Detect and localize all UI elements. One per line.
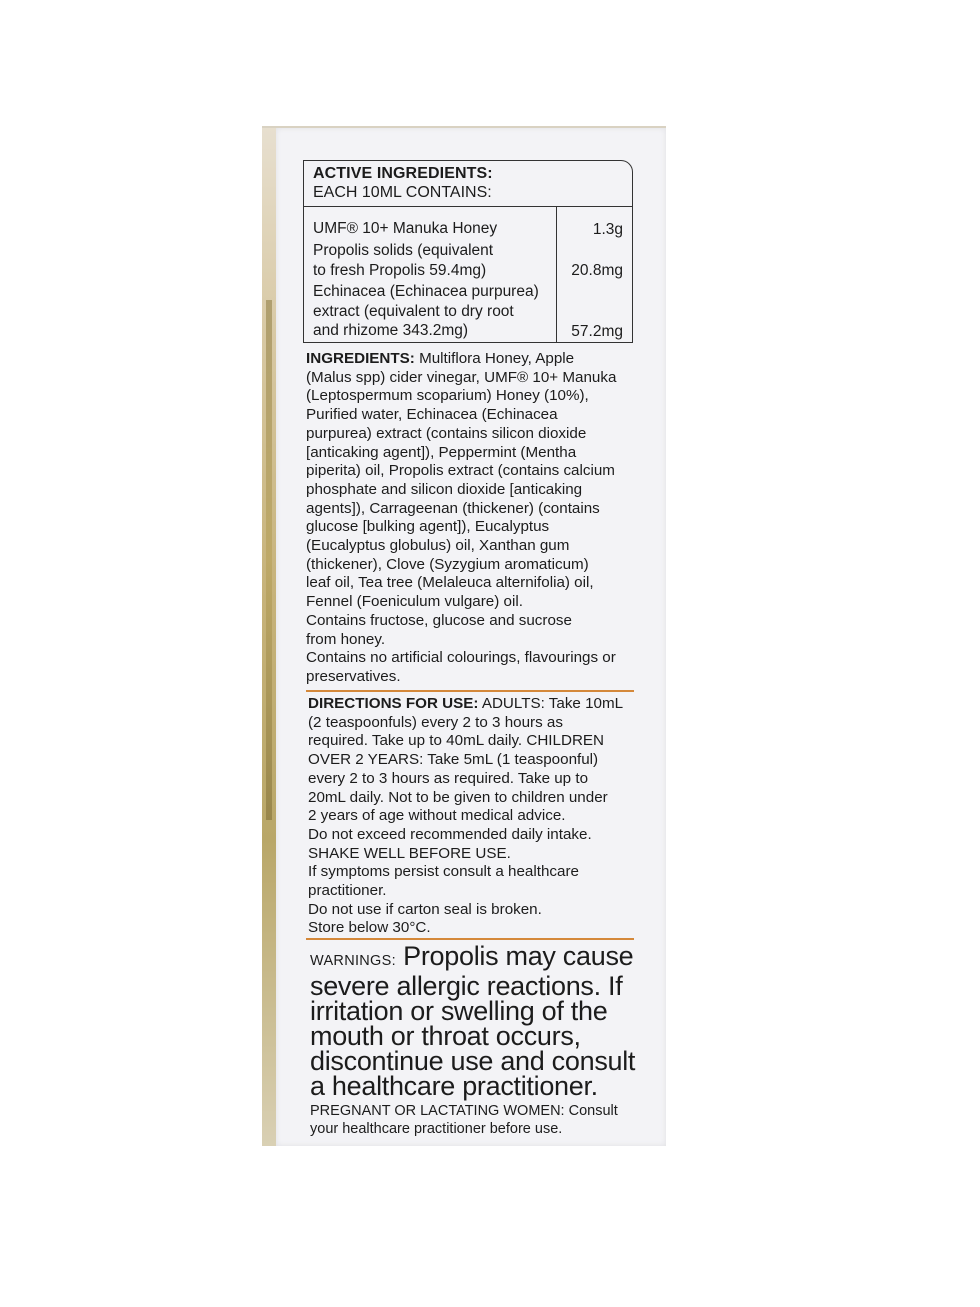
ingredients-line: Fennel (Foeniculum vulgare) oil.: [306, 593, 523, 611]
ingredients-line: agents]), Carrageenan (thickener) (contains: [306, 499, 600, 517]
directions-line: If symptoms persist consult a healthcare: [308, 863, 579, 881]
warning-line: mouth or throat occurs,: [310, 1021, 581, 1051]
directions-line: (2 teaspoonfuls) every 2 to 3 hours as: [308, 713, 563, 731]
ingredients-line: Contains fructose, glucose and sucrose: [306, 611, 572, 629]
warning-line: irritation or swelling of the: [310, 996, 608, 1026]
directions-line: Do not exceed recommended daily intake.: [308, 825, 592, 843]
warning-line: discontinue use and consult: [310, 1046, 636, 1076]
active-row-amount: 57.2mg: [571, 323, 623, 340]
directions-line: 20mL daily. Not to be given to children under: [308, 788, 608, 806]
active-ingredients-header: [304, 161, 632, 207]
directions-line: required. Take up to 40mL daily. CHILDREN: [308, 732, 605, 750]
directions-line: Store below 30°C.: [308, 919, 431, 937]
active-ingredients-table: [303, 160, 633, 343]
active-row-name: Echinacea (Echinacea purpurea) extract (equivalent to dry root and rhizome 343.2mg): [313, 283, 539, 339]
pregnancy-warning-line: PREGNANT OR LACTATING WOMEN: Consult: [310, 1103, 618, 1119]
ingredients-line: (Malus spp) cider vinegar, UMF® 10+ Manuka: [306, 368, 617, 386]
ingredients-line: piperita) oil, Propolis extract (contains calcium: [306, 462, 615, 480]
ingredients-line: from honey.: [306, 630, 386, 648]
warnings-block: [310, 941, 640, 1138]
ingredients-line: (Leptospermum scoparium) Honey (10%),: [306, 387, 589, 405]
ingredients-label: INGREDIENTS:: [306, 350, 415, 367]
directions-line: Do not use if carton seal is broken.: [308, 900, 542, 918]
directions-line: practitioner.: [308, 882, 387, 900]
directions-line: OVER 2 YEARS: Take 5mL (1 teaspoonful): [308, 751, 599, 769]
ingredients-line: (thickener), Clove (Syzygium aromaticum): [306, 555, 589, 573]
pregnancy-warning-line: your healthcare practitioner before use.: [310, 1121, 563, 1137]
carton-side-graphic: [266, 300, 272, 820]
ingredients-block: [306, 350, 636, 687]
directions-line: ADULTS: Take 10mL: [478, 695, 624, 712]
warning-line: Propolis may cause: [395, 941, 634, 971]
warnings-label: WARNINGS:: [310, 953, 396, 969]
directions-label: DIRECTIONS FOR USE:: [308, 695, 479, 712]
section-divider: [306, 938, 634, 940]
table-column-divider: [556, 207, 557, 343]
section-divider: [306, 690, 634, 692]
ingredients-line: purpurea) extract (contains silicon dioxide: [306, 424, 587, 442]
ingredients-line: leaf oil, Tea tree (Melaleuca alternifolia) oil,: [306, 574, 594, 592]
ingredients-line: Contains no artificial colourings, flavourings or: [306, 649, 616, 667]
active-row-name: UMF® 10+ Manuka Honey: [313, 220, 498, 237]
ingredients-line: [anticaking agent]), Peppermint (Mentha: [306, 443, 577, 461]
directions-line: every 2 to 3 hours as required. Take up to: [308, 769, 589, 787]
active-row-name: Propolis solids (equivalent to fresh Propolis 59.4mg): [313, 242, 494, 279]
ingredients-line: glucose [bulking agent]), Eucalyptus: [306, 518, 550, 536]
warning-line: severe allergic reactions. If: [310, 971, 623, 1001]
warning-line: a healthcare practitioner.: [310, 1071, 598, 1101]
active-ingredients-title: ACTIVE INGREDIENTS:: [313, 165, 493, 182]
directions-line: SHAKE WELL BEFORE USE.: [308, 844, 511, 862]
active-row-amount: 20.8mg: [571, 262, 623, 279]
directions-block: [308, 695, 638, 938]
active-row-amount: 1.3g: [592, 221, 623, 238]
ingredients-line: phosphate and silicon dioxide [anticaking: [306, 480, 583, 498]
ingredients-line: Purified water, Echinacea (Echinacea: [306, 406, 558, 424]
ingredients-line: (Eucalyptus globulus) oil, Xanthan gum: [306, 537, 570, 555]
ingredients-line: Multiflora Honey, Apple: [414, 350, 575, 367]
directions-line: 2 years of age without medical advice.: [308, 807, 566, 825]
ingredients-line: preservatives.: [306, 667, 401, 685]
active-ingredients-subtitle: EACH 10ML CONTAINS:: [313, 184, 492, 201]
